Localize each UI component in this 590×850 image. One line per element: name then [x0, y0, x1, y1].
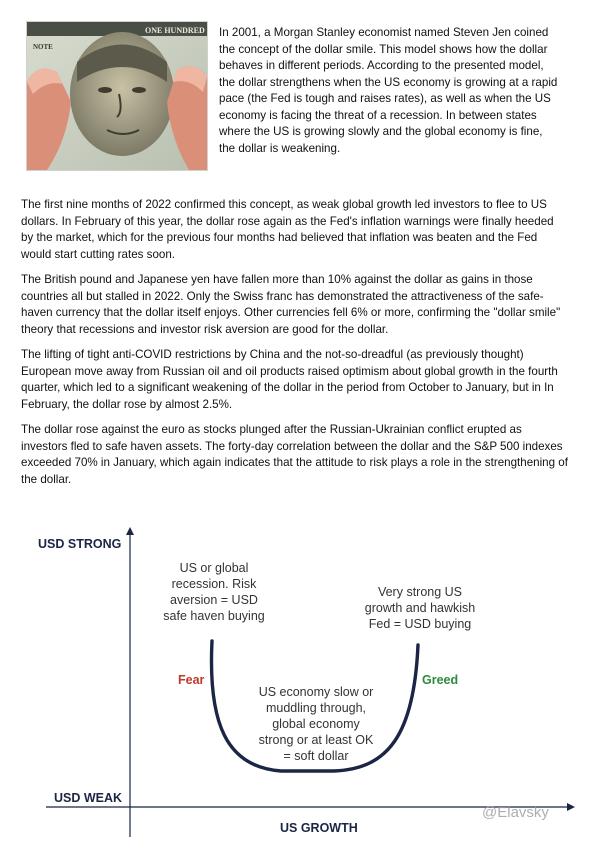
- strong-growth-label-line: Fed = USD buying: [368, 617, 472, 631]
- soft-dollar-label-line: = soft dollar: [283, 749, 349, 763]
- y-axis-top-label: USD STRONG: [38, 537, 122, 551]
- bill-banner-text: ONE HUNDRED: [145, 26, 205, 35]
- recession-label-line: recession. Risk: [171, 577, 257, 591]
- paragraph: The lifting of tight anti-COVID restrictions by China and the not-so-dreadful (as previously thought) European move away from Russian oil and oil products raised optimism about global growth in the fourth quarter, which led to a significant weakening of the dollar in the period from October to January, but in In February, the dollar rose by almost 2.5%.: [21, 348, 558, 411]
- paragraph: The first nine months of 2022 confirmed this concept, as weak global growth led investors to flee to US dollars. In February of this year, the dollar rose again as the Fed's inflation warnings were finally heeded by the market, which for the previous four months had believed that inflation was beaten and the Fed would start cutting rates soon.: [21, 198, 554, 261]
- recession-label-line: US or global: [179, 561, 249, 575]
- soft-dollar-label-line: US economy slow or: [258, 685, 374, 699]
- soft-dollar-label-line: muddling through,: [265, 701, 367, 715]
- soft-dollar-label: [259, 685, 374, 763]
- watermark: @Elavsky: [482, 804, 549, 821]
- intro-paragraph: In 2001, a Morgan Stanley economist named Steven Jen coined the concept of the dollar smile. This model shows how the dollar behaves in different periods. According to the presented model, the dollar strengthens when the US economy is growing at a rapid pace (the Fed is tough and raises rates), as well as when the US economy is facing the threat of a recession. In between states where the US is growing slowly and the global economy is fine, the dollar is weakening.: [219, 26, 558, 155]
- greed-label: Greed: [422, 673, 459, 687]
- dollar-smile-diagram: [26, 525, 590, 845]
- soft-dollar-label-line: global economy: [272, 717, 360, 731]
- recession-label-line: aversion = USD: [170, 593, 258, 607]
- bill-note-text: NOTE: [33, 43, 53, 51]
- dollar-bill-photo: [26, 21, 208, 171]
- soft-dollar-label-line: strong or at least OK: [258, 733, 374, 747]
- strong-growth-label-line: Very strong US: [377, 585, 463, 599]
- paragraph: The dollar rose against the euro as stocks plunged after the Russian-Ukrainian conflict erupted as investors fled to safe haven assets. The forty-day correlation between the dollar and the S&P 500 indexes exceeded 70% in January, which again indicates that the attitude to risk plays a role in the strengthening of the dollar.: [21, 423, 568, 486]
- paragraph: The British pound and Japanese yen have fallen more than 10% against the dollar as gains in those countries all but stalled in 2022. Only the Swiss franc has demonstrated the attractiveness of the safe-haven currency that the dollar itself enjoys. Other currencies fell 6% or more, confirming the "dollar smile" theory that recessions and investor risk aversion are good for the dollar.: [21, 273, 561, 336]
- recession-label-line: safe haven buying: [163, 609, 265, 623]
- strong-growth-label-line: growth and hawkish: [364, 601, 476, 615]
- strong-growth-label: [365, 585, 476, 631]
- y-axis-bottom-label: USD WEAK: [54, 791, 123, 805]
- x-axis-arrow-icon: [567, 803, 575, 811]
- y-axis-arrow-icon: [126, 527, 134, 535]
- fear-label: Fear: [178, 673, 205, 687]
- article-body: [21, 197, 569, 497]
- recession-label: [163, 561, 265, 623]
- x-axis-label: US GROWTH: [280, 821, 358, 835]
